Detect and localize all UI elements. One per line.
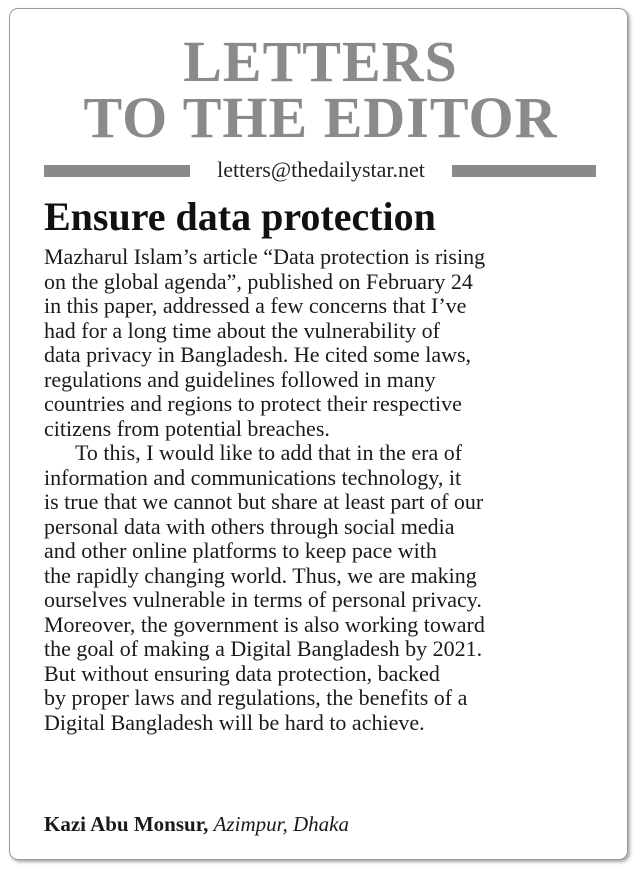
masthead-title-line2: TO THE EDITOR	[83, 85, 558, 150]
body-line: data privacy in Bangladesh. He cited some laws,	[44, 342, 472, 367]
paragraph-1	[44, 245, 604, 441]
body-line: had for a long time about the vulnerability of	[44, 317, 440, 343]
body-line: the goal of making a Digital Bangladesh by 2021.	[44, 636, 483, 661]
body-line: is true that we cannot but share at least part of our	[44, 489, 484, 514]
body-line: ourselves vulnerable in terms of personal privacy.	[44, 587, 482, 612]
letter-headline: Ensure data protection	[44, 194, 436, 239]
editor-email: letters@thedailystar.net	[217, 157, 425, 182]
body-line: by proper laws and regulations, the benefits of a	[44, 685, 468, 710]
body-line: personal data with others through social media	[44, 513, 455, 539]
body-line: on the global agenda”, published on February 24	[44, 268, 473, 294]
body-line: countries and regions to protect their respective	[44, 391, 462, 416]
letter-body	[44, 245, 604, 735]
divider-right	[452, 165, 596, 177]
letter-signature	[44, 811, 349, 837]
body-line: information and communications technology, it	[44, 464, 462, 490]
body-line: regulations and guidelines followed in many	[44, 366, 436, 392]
body-line: the rapidly changing world. Thus, we are making	[44, 562, 477, 588]
body-line: citizens from potential breaches.	[44, 415, 330, 441]
body-line: and other online platforms to keep pace with	[44, 538, 437, 563]
body-line: Digital Bangladesh will be hard to achieve.	[44, 709, 425, 735]
body-line: But without ensuring data protection, backed	[44, 660, 440, 686]
divider-left	[44, 165, 190, 177]
body-line: To this, I would like to add that in the era of	[75, 440, 463, 465]
body-line: in this paper, addressed a few concerns that I’ve	[44, 293, 467, 318]
author-name: Kazi Abu Monsur,	[44, 812, 209, 836]
body-line: Mazharul Islam’s article “Data protection is rising	[44, 244, 486, 269]
author-location: Azimpur, Dhaka	[213, 812, 349, 836]
body-line: Moreover, the government is also working toward	[44, 611, 485, 637]
masthead-title-line1: LETTERS	[183, 29, 458, 94]
paragraph-2	[44, 441, 604, 735]
